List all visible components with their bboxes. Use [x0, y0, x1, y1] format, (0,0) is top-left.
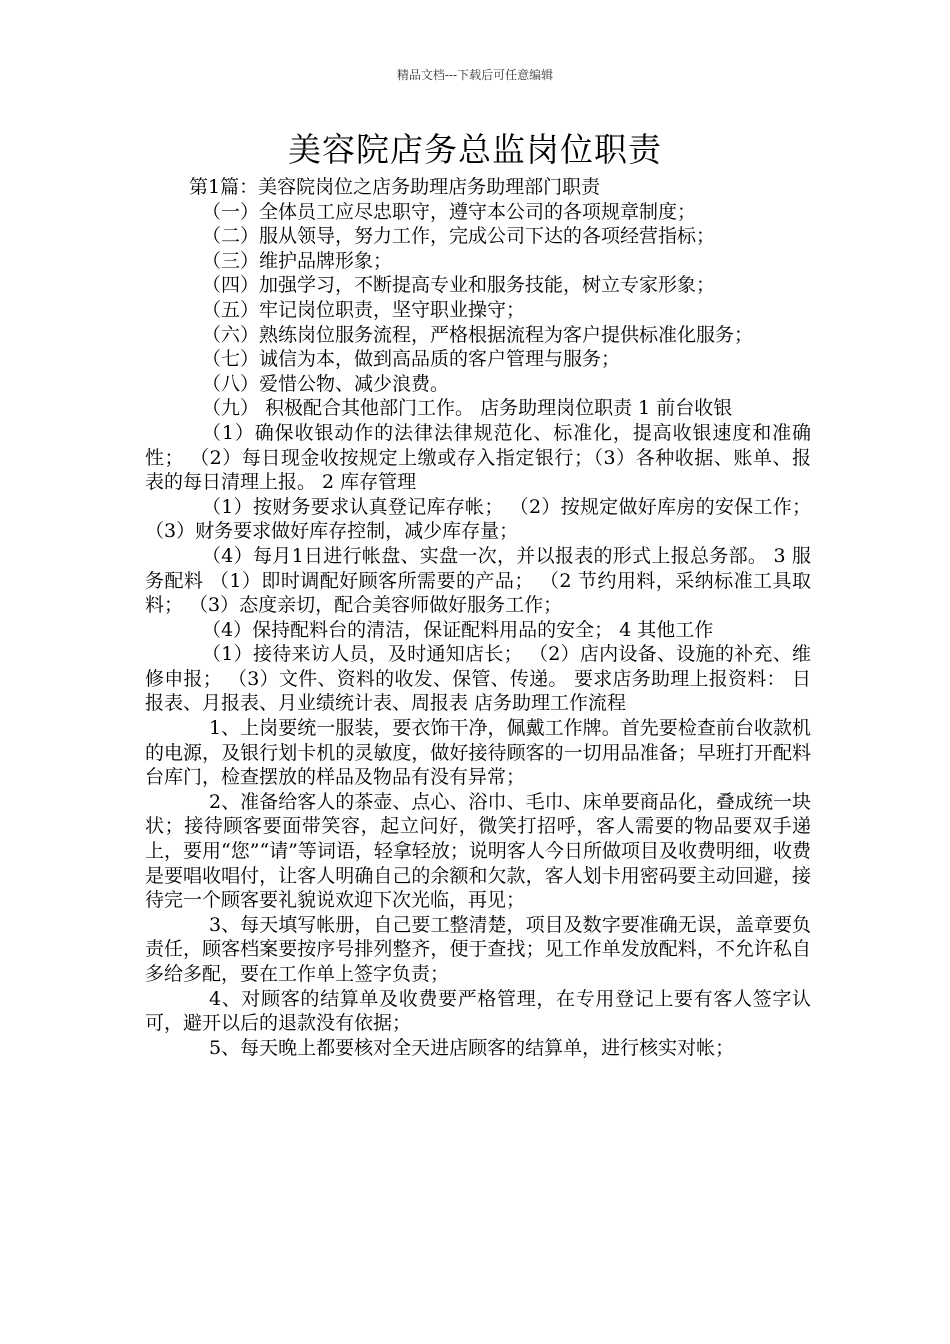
paragraph: （七）诚信为本，做到高品质的客户管理与服务； [202, 348, 621, 371]
paragraph: （五）牢记岗位职责，坚守职业操守； [202, 298, 526, 321]
paragraph: 4、对顾客的结算单及收费要严格管理，在专用登记上要有客人签字认可，避开以后的退款没有依据； [145, 987, 811, 1035]
paragraph: （八）爱惜公物、减少浪费。 [202, 372, 450, 395]
paragraph: （九） 积极配合其他部门工作。 店务助理岗位职责 1 前台收银 [202, 397, 733, 420]
paragraph: （4）保持配料台的清洁，保证配料用品的安全； 4 其他工作 [202, 618, 714, 641]
paragraph: （1）接待来访人员，及时通知店长； （2）店内设备、设施的补充、维修申报； （3）文件、资料的收发、保管、传递。 要求店务助理上报资料： 日报表、月报表、月业绩统计表、周报表 店务助理工作流程 [145, 643, 811, 715]
paragraph: 3、每天填写帐册，自己要工整清楚，项目及数字要准确无误，盖章要负责任，顾客档案要按序号排列整齐，便于查找；见工作单发放配料，不允许私自多给多配，要在工作单上签字负责； [145, 913, 811, 985]
page-header: 精品文档---下载后可任意编辑 [396, 68, 554, 82]
paragraph: 5、每天晚上都要核对全天进店顾客的结算单，进行核实对帐； [209, 1036, 735, 1059]
paragraph: （一）全体员工应尽忠职守，遵守本公司的各项规章制度； [202, 200, 697, 223]
paragraph: （1）确保收银动作的法律法律规范化、标准化，提高收银速度和准确性； （2）每日现金收按规定上缴或存入指定银行；（3）各种收据、账单、报表的每日清理上报。 2 库存管理 [145, 421, 811, 494]
paragraph: （四）加强学习，不断提高专业和服务技能，树立专家形象； [202, 274, 716, 297]
paragraph: 1、上岗要统一服装，要衣饰干净，佩戴工作牌。首先要检查前台收款机的电源，及银行划卡机的灵敏度，做好接待顾客的一切用品准备；早班打开配料台库门，检查摆放的样品及物品有没有异常； [145, 717, 811, 789]
paragraph: （1）按财务要求认真登记库存帐； （2）按规定做好库房的安保工作； （3）财务要求做好库存控制，减少库存量； [145, 495, 811, 543]
document-title: 美容院店务总监岗位职责 [288, 130, 662, 169]
paragraph: （六）熟练岗位服务流程，严格根据流程为客户提供标准化服务； [202, 323, 754, 346]
paragraph: （三）维护品牌形象； [202, 249, 393, 272]
document-body [145, 175, 811, 1060]
paragraph: （4）每月1日进行帐盘、实盘一次，并以报表的形式上报总务部。 3 服务配料 （1）即时调配好顾客所需要的产品； （2 节约用料，采纳标准工具取料； （3）态度亲切，配合美容师做好服务工作； [145, 544, 811, 617]
section-heading: 第1篇：美容院岗位之店务助理店务助理部门职责 [189, 176, 601, 198]
paragraph: （二）服从领导，努力工作，完成公司下达的各项经营指标； [202, 225, 716, 248]
paragraph: 2、准备给客人的茶壶、点心、浴巾、毛巾、床单要商品化，叠成统一块状；接待顾客要面带笑容，起立问好，微笑打招呼，客人需要的物品要双手递上，要用“您”“请”等词语，轻拿轻放；说明客人今日所做项目及收费明细，收费是要唱收唱付，让客人明确自己的余额和欠款，客人划卡用密码要主动回避，接待完一个顾客要礼貌说欢迎下次光临，再见； [145, 790, 811, 912]
